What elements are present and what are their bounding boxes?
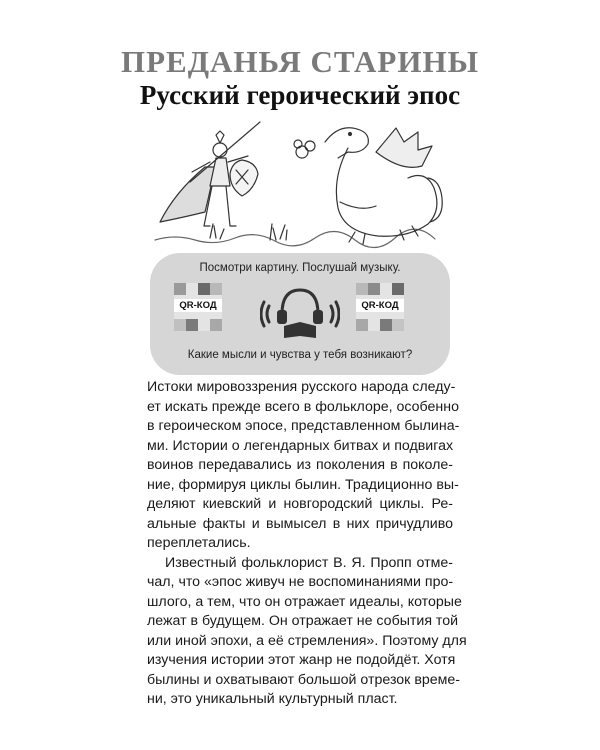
prompt-top: Посмотри картину. Послушай музыку. [199, 262, 401, 274]
paragraph-2-line: ни, это уникальный культурный пласт. [147, 691, 398, 707]
knight-and-dragon-illustration [150, 112, 450, 252]
chapter-title: Русский героический эпос [139, 80, 461, 110]
section-title: ПРЕДАНЬЯ СТАРИНЫ [120, 44, 480, 79]
paragraph-1-line: ет искать прежде всего в фольклоре, особенно [147, 398, 459, 415]
paragraph-2-line: или иной эпохи, а её стремления». Поэтому для [147, 632, 467, 649]
qr-code-left[interactable] [174, 283, 222, 331]
paragraph-1-line: в героическом эпосе, представленном былина- [147, 418, 460, 434]
prompt-bottom: Какие мысли и чувства у тебя возникают? [187, 349, 413, 361]
paragraph-1-line: воинов передавались из поколения в поколе- [147, 457, 453, 473]
paragraph-1-line: переплетались. [147, 535, 251, 551]
body-text [147, 378, 467, 710]
qr-code-right[interactable] [356, 283, 404, 331]
headphones-icon[interactable] [260, 280, 340, 338]
qr-label-left: QR-КОД [174, 299, 222, 312]
paragraph-2-line: лежат в будущем. Он отражает не события той [147, 613, 459, 629]
paragraph-2-line: чал, что «эпос живуч не воспоминаниями про- [147, 574, 454, 590]
paragraph-2-line: Известный фольклорист В. Я. Пропп отме- [165, 554, 453, 571]
paragraph-2-line: шлого, а тем, что он отражает идеалы, которые [147, 593, 462, 610]
media-panel [150, 253, 450, 375]
paragraph-1-line: ми. Истории о легендарных битвах и подвигах [147, 437, 454, 454]
qr-label-right: QR-КОД [356, 299, 404, 312]
paragraph-2-line: изучения истории этот жанр не подойдёт. Хотя [147, 652, 456, 668]
paragraph-1-line: ние, формируя циклы былин. Традиционно вы- [147, 476, 459, 493]
paragraph-2-line: былины и охватывают большой отрезок време- [147, 671, 461, 688]
paragraph-1-line: Истоки мировоззрения русского народа следу- [147, 379, 456, 395]
paragraph-2 [147, 554, 467, 710]
paragraph-1 [147, 378, 460, 554]
paragraph-1-line: деляют киевский и новгородский циклы. Ре- [147, 496, 453, 512]
paragraph-1-line: альные факты и вымысел в них причудливо [147, 515, 453, 532]
